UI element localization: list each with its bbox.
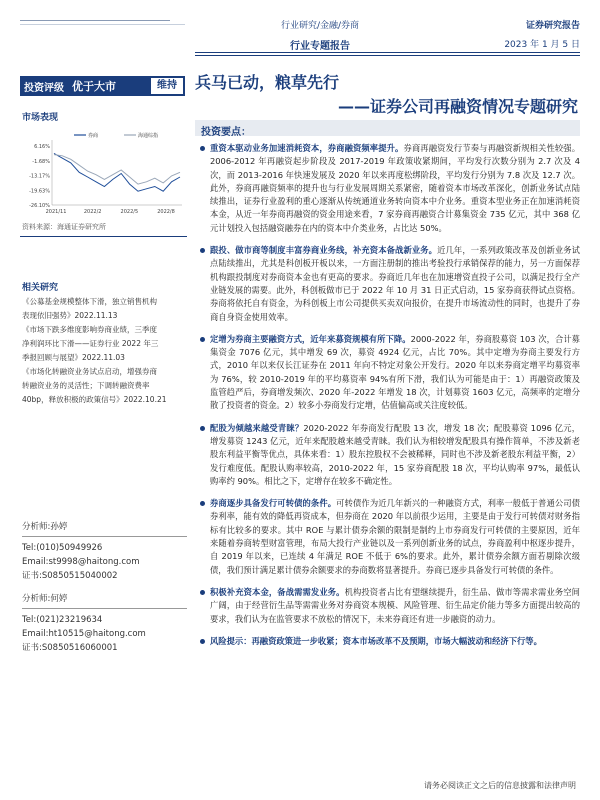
key-point-body: 近几年，一系列政策改革及创新业务试点陆续推出，尤其是科创板开板以来，一方面注册制的推出考验投行承销保荐的能力，另一方面保荐机构跟投制度对券商资本金也有更高的要求。券商近几年也在加速增资直投子公司，以满足投行全产业链发展的需要。此外，科创板做市已于 2022 年 10 月 31 日正式启动，15 家券商获得试点资格。券商将依托自有资金，为科创板上市公司提供买卖双向报价，在提升市场流动性的同时，也提升了券商自身资金使用效率。 — [210, 245, 580, 322]
key-point-lead: 定增为券商主要融资方式，近年来募资规模有所下降。 — [210, 333, 411, 344]
key-points-title: 投资要点： — [201, 127, 251, 138]
analyst-divider — [22, 608, 187, 609]
analyst-divider — [22, 536, 187, 537]
key-point-lead: 跟投、做市商等制度丰富券商业务线，补充资本备战新业务。 — [210, 245, 438, 256]
report-date: 2023 年 1 月 5 日 — [504, 40, 580, 50]
related-list — [22, 296, 187, 408]
y-tick-label: -19.63% — [29, 188, 50, 195]
market-chart — [22, 130, 187, 218]
key-point — [200, 244, 580, 324]
sidebar-divider — [20, 236, 187, 237]
header-divider — [195, 52, 580, 53]
key-point-body: 2000-2022 年，券商股募资 103 次，合计募集资金 7076 亿元，其中增发 69 次，募资 4924 亿元，占比 70%。其中定增为券商主要发行方式，2010 年以来仅长江证券在 2011 年向不特定对象公开发行。2020 年以来券商定增平均募资率为 76%，较 2010-2019 年的平均募资率 94%有所下滑，我们认为可能是由于：1）再融资政策及监管趋严后，券商增发频次、2020 年-2022 年增发 18 次，计划募资 1603 亿元，高频率的定增分散了投资者的资金。2）较多小券商发行定增，估值偏高或关注度较低。 — [210, 333, 580, 411]
key-point-body: 券商再融资发行节奏与再融资新规相关性较强。2006-2012 年再融资起步阶段及 2017-2019 年政策收紧期间，平均发行次数分别为 2.7 次及 4 次，而 2013-2016 年快速发展及 2020 年以来再度松绑阶段，平均发行分别为 7.8 次及 12.7 次。此外，券商再融资频率的提升也与行业发展周期关系紧密，随着资本市场改革深化，创新业务试点陆续推出，证券行业盈利的重心逐渐从传统通道业务转向资本中介业务。重资本型业务正在加速消耗资本金，从近一年券商再融资的资金用途来看，7 家券商再融资合计募集资金 735 亿元，其中 368 亿元计划投入包括融资融券在内的资本中介类业务，占比达 50%。 — [210, 143, 580, 233]
x-tick-label: 2021/11 — [45, 209, 67, 215]
related-heading: 相关研究 — [22, 283, 59, 293]
list-item[interactable]: 季报回顾与展望》2022.11.03 — [22, 353, 125, 362]
x-tick-label: 2022/5 — [120, 209, 139, 215]
analyst-tel: Tel:(021)23219634 — [22, 615, 103, 625]
key-point-body: 2020-2022 年券商发行配股 13 次，增发 18 次；配股募资 1096 亿元，增发募资 1243 亿元，近年来配股越来越受青睐。我们认为相较增发配股具有操作简单，不涉及新老股东利益平衡等优点，具体来看：1）股东控股权不会被稀释，同时也不涉及新老股东利益平衡，2）发行难度低。配股认购率较高，2010-2022 年，15 家券商配股 18 次，平均认购率 97%，最低认购率约 90%。相比之下，定增存在较多不确定性。 — [210, 422, 580, 486]
key-point — [200, 635, 580, 648]
key-point-lead: 积极补充资本金，备战需需发业务。 — [210, 586, 345, 597]
y-tick-label: -13.17% — [29, 173, 50, 180]
analyst-email[interactable]: Email:ht10515@haitong.com — [22, 629, 146, 639]
key-points-header — [195, 120, 580, 136]
legend-label: 券商 — [88, 133, 99, 139]
analyst-cert: 证书:S0850516060001 — [22, 643, 118, 653]
key-point — [200, 333, 580, 413]
key-point-body: 可转债作为近几年新兴的一种融资方式，利率一般低于普通公司债券利率，能有效的降低再资成本，但券商在 2020 年以前很少运用，主要是由于发行可转债对财务指标有比较多的要求。其中 ROE 与累计债券余额的限制是制约上市券商发行可转债的主要原因，近年来随着券商转型财富管理，布局大投行产业链以及一系列创新业务的试点，券商盈利中枢逐步提升，自 2019 年以来，已连续 4 年满足 ROE 不低于 6%的要求。此外，累计债券余额方面若剔除次级债，我们预计满足累计债券余额要求的券商数将显著提升。券商已逐步具备发行可转债的条件。 — [210, 498, 580, 575]
key-point — [200, 497, 580, 577]
series-line-index — [54, 155, 180, 185]
list-item[interactable]: 《公募基金规模整体下滑，独立销售机构 — [22, 297, 157, 306]
key-point-lead: 券商逐步具备发行可转债的条件。 — [210, 498, 337, 509]
report-type: 行业专题报告 — [290, 41, 350, 52]
analyst-card-1 — [22, 520, 187, 583]
analyst-tel: Tel:(010)50949926 — [22, 543, 103, 553]
analyst-card-2 — [22, 592, 187, 655]
report-title: 兵马已动，粮草先行 — [195, 73, 340, 92]
analyst-cert: 证书:S0850515040002 — [22, 571, 118, 581]
rating-bar — [20, 76, 185, 96]
header-divider-2 — [195, 55, 580, 56]
x-tick-label: 2022/8 — [157, 209, 175, 215]
key-point — [200, 142, 580, 235]
key-point-lead: 配股为倾越来越受青睐？ — [210, 422, 304, 433]
report-subtitle: ——证券公司再融资情况专题研究 — [337, 97, 578, 116]
key-points-list — [200, 142, 580, 648]
x-tick-label: 2022/2 — [83, 209, 102, 215]
y-tick-label: -26.10% — [29, 203, 50, 209]
chart-source: 资料来源：海通证券研究所 — [22, 223, 106, 231]
list-item[interactable]: 《市场化转融资业务试点启动，增强券商 — [22, 367, 157, 376]
legend-label: 海通综指 — [138, 133, 159, 139]
rating-action: 维持 — [151, 78, 183, 94]
key-point-body: 机构投资者占比有望继续提升，衍生品、做市等需求需业务空间广阔，由于经营衍生品等需需业务对券商资本规模、风险管理、衍生品定价能力等多方面提出较高的要求，我们认为在监管要求不放松的情况下，未来券商还有进一步融资的动力。 — [210, 586, 580, 624]
analyst-name: 分析师:孙婷 — [22, 522, 68, 532]
key-point — [200, 422, 580, 488]
list-item[interactable]: 表现依旧强势》2022.11.13 — [22, 311, 118, 320]
rating-value: 优于大市 — [72, 80, 116, 93]
logo — [20, 8, 190, 32]
market-heading: 市场表现 — [22, 113, 59, 123]
key-point-lead: 风险提示：再融资政策进一步收紧；资本市场改革不及预期，市场大幅波动和经济下行等。 — [210, 635, 542, 646]
list-item[interactable]: 40bp，释放积极的政策信号》2022.10.21 — [22, 395, 167, 404]
rating-label: 投资评级 — [24, 82, 64, 94]
analyst-name: 分析师:何婷 — [22, 594, 68, 604]
footer-disclaimer: 请务必阅读正文之后的信息披露和法律声明 — [424, 781, 576, 790]
list-item[interactable]: 转融资业务的灵活性；下调转融资费率 — [22, 381, 150, 390]
analyst-email[interactable]: Email:st9998@haitong.com — [22, 557, 140, 567]
list-item[interactable]: 净利润环比下滑——证券行业 2022 年三 — [22, 339, 159, 348]
list-item[interactable]: 《市场下跌多维度影响券商业绩，三季度 — [22, 325, 157, 334]
y-tick-label: 6.16% — [34, 144, 50, 150]
key-point-lead: 重资本驱动业务加速消耗资本，券商融资频率提升。 — [210, 143, 404, 153]
report-category: 行业研究/金融/券商 — [280, 21, 360, 31]
key-point — [200, 586, 580, 626]
report-label: 证券研究报告 — [525, 21, 580, 31]
y-tick-label: -1.68% — [32, 158, 50, 165]
